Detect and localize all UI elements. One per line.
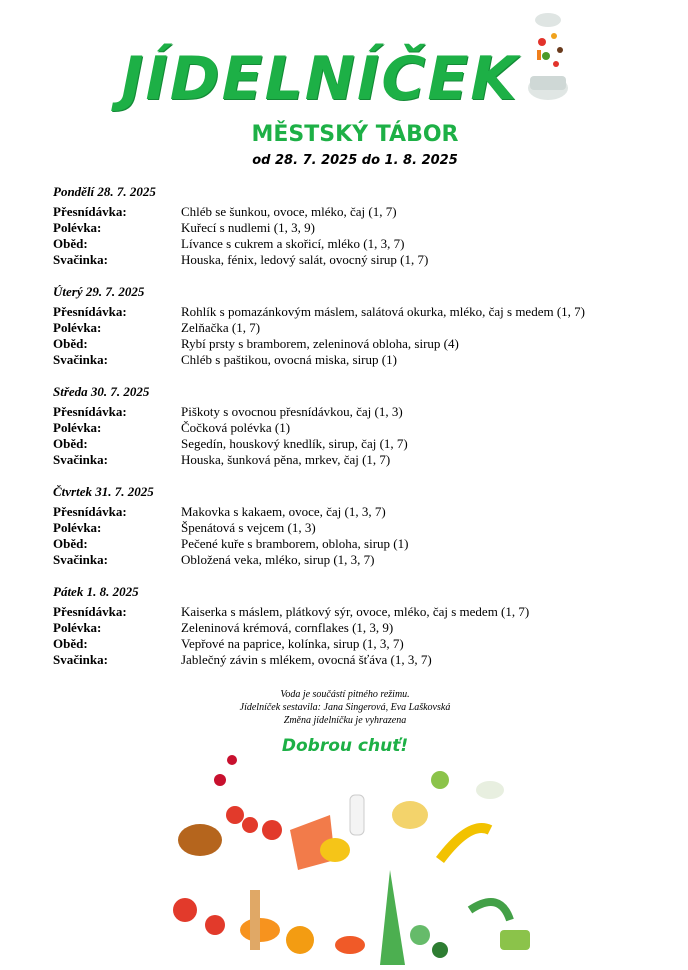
day-monday: [53, 184, 653, 268]
day-thursday: [53, 484, 653, 568]
day-title: Pondělí 28. 7. 2025: [53, 184, 156, 199]
meal-text: Pečené kuře s bramborem, obloha, sirup (1): [181, 536, 409, 551]
meal-label: Polévka:: [53, 520, 102, 535]
enjoy-your-meal: Dobrou chuť!: [281, 736, 409, 756]
meal-label: Polévka:: [53, 420, 102, 435]
meal-label: Polévka:: [53, 220, 102, 235]
meal-row: [53, 504, 653, 520]
meal-text: Špenátová s vejcem (1, 3): [181, 520, 316, 535]
meal-label: Přesnídávka:: [53, 204, 127, 219]
meal-row: [53, 420, 653, 436]
page-title: JÍDELNÍČEK: [121, 44, 519, 114]
meal-label: Svačinka:: [53, 252, 108, 267]
meal-text: Obložená veka, mléko, sirup (1, 3, 7): [181, 552, 375, 567]
meal-label: Oběd:: [53, 536, 88, 551]
water-note: Voda je součástí pitného režimu.: [280, 689, 410, 700]
meal-label: Svačinka:: [53, 652, 108, 667]
meal-label: Přesnídávka:: [53, 404, 127, 419]
meal-row: [53, 636, 653, 652]
meal-text: Zeleninová krémová, cornflakes (1, 3, 9): [181, 620, 394, 635]
meal-label: Oběd:: [53, 436, 88, 451]
meal-label: Svačinka:: [53, 352, 108, 367]
meal-row: [53, 252, 653, 268]
meal-text: Zelňačka (1, 7): [181, 320, 261, 335]
meal-row: [53, 652, 653, 668]
meal-text: Makovka s kakaem, ovoce, čaj (1, 3, 7): [181, 504, 386, 519]
meal-row: [53, 620, 653, 636]
meal-label: Oběd:: [53, 636, 88, 651]
meal-text: Piškoty s ovocnou přesnídávkou, čaj (1, 3): [181, 404, 403, 419]
meal-label: Polévka:: [53, 620, 102, 635]
meal-text: Chléb se šunkou, ovoce, mléko, čaj (1, 7): [181, 204, 397, 219]
meal-text: Houska, fénix, ledový salát, ovocný sirup (1, 7): [181, 252, 429, 267]
meal-row: [53, 404, 653, 420]
meal-label: Přesnídávka:: [53, 304, 127, 319]
meal-row: [53, 536, 653, 552]
meal-text: Vepřové na paprice, kolínka, sirup (1, 3, 7): [181, 636, 404, 651]
meal-text: Lívance s cukrem a skořicí, mléko (1, 3, 7): [181, 236, 405, 251]
meal-text: Kuřecí s nudlemi (1, 3, 9): [181, 220, 315, 235]
cooking-pot-illustration: [520, 6, 576, 106]
meal-label: Přesnídávka:: [53, 504, 127, 519]
meal-label: Polévka:: [53, 320, 102, 335]
meal-text: Jablečný závin s mlékem, ovocná šťáva (1, 3, 7): [181, 652, 432, 667]
meal-row: [53, 352, 653, 368]
meal-text: Rohlík s pomazánkovým máslem, salátová okurka, mléko, čaj s medem (1, 7): [181, 304, 585, 319]
meal-text: Rybí prsty s bramborem, zeleninová obloha, sirup (4): [181, 336, 459, 351]
meal-label: Oběd:: [53, 236, 88, 251]
meal-row: [53, 552, 653, 568]
meal-row: [53, 452, 653, 468]
vegetables-illustration: [140, 720, 560, 970]
meal-row: [53, 236, 653, 252]
meal-row: [53, 604, 653, 620]
day-title: Čtvrtek 31. 7. 2025: [53, 484, 154, 499]
day-title: Pátek 1. 8. 2025: [53, 584, 139, 599]
meal-label: Oběd:: [53, 336, 88, 351]
date-range: od 28. 7. 2025 do 1. 8. 2025: [252, 153, 458, 168]
camp-subtitle: MĚSTSKÝ TÁBOR: [251, 122, 459, 147]
meal-text: Segedín, houskový knedlík, sirup, čaj (1, 7): [181, 436, 408, 451]
meal-row: [53, 520, 653, 536]
meal-text: Chléb s paštikou, ovocná miska, sirup (1): [181, 352, 397, 367]
day-friday: [53, 584, 653, 668]
meal-row: [53, 204, 653, 220]
day-wednesday: [53, 384, 653, 468]
day-tuesday: [53, 284, 653, 368]
footer-notes: [200, 688, 490, 727]
change-note: Změna jídelníčku je vyhrazena: [283, 715, 407, 726]
meal-row: [53, 304, 653, 320]
meal-text: Houska, šunková pěna, mrkev, čaj (1, 7): [181, 452, 391, 467]
weekly-menu: [53, 184, 653, 684]
day-title: Úterý 29. 7. 2025: [53, 284, 145, 299]
authors-note: Jídelníček sestavila: Jana Singerová, Eva Laškovská: [239, 702, 451, 713]
meal-text: Čočková polévka (1): [181, 420, 291, 435]
meal-label: Přesnídávka:: [53, 604, 127, 619]
meal-text: Kaiserka s máslem, plátkový sýr, ovoce, mléko, čaj s medem (1, 7): [181, 604, 530, 619]
day-title: Středa 30. 7. 2025: [53, 384, 150, 399]
meal-label: Svačinka:: [53, 552, 108, 567]
meal-row: [53, 436, 653, 452]
meal-row: [53, 320, 653, 336]
meal-label: Svačinka:: [53, 452, 108, 467]
meal-row: [53, 336, 653, 352]
meal-row: [53, 220, 653, 236]
